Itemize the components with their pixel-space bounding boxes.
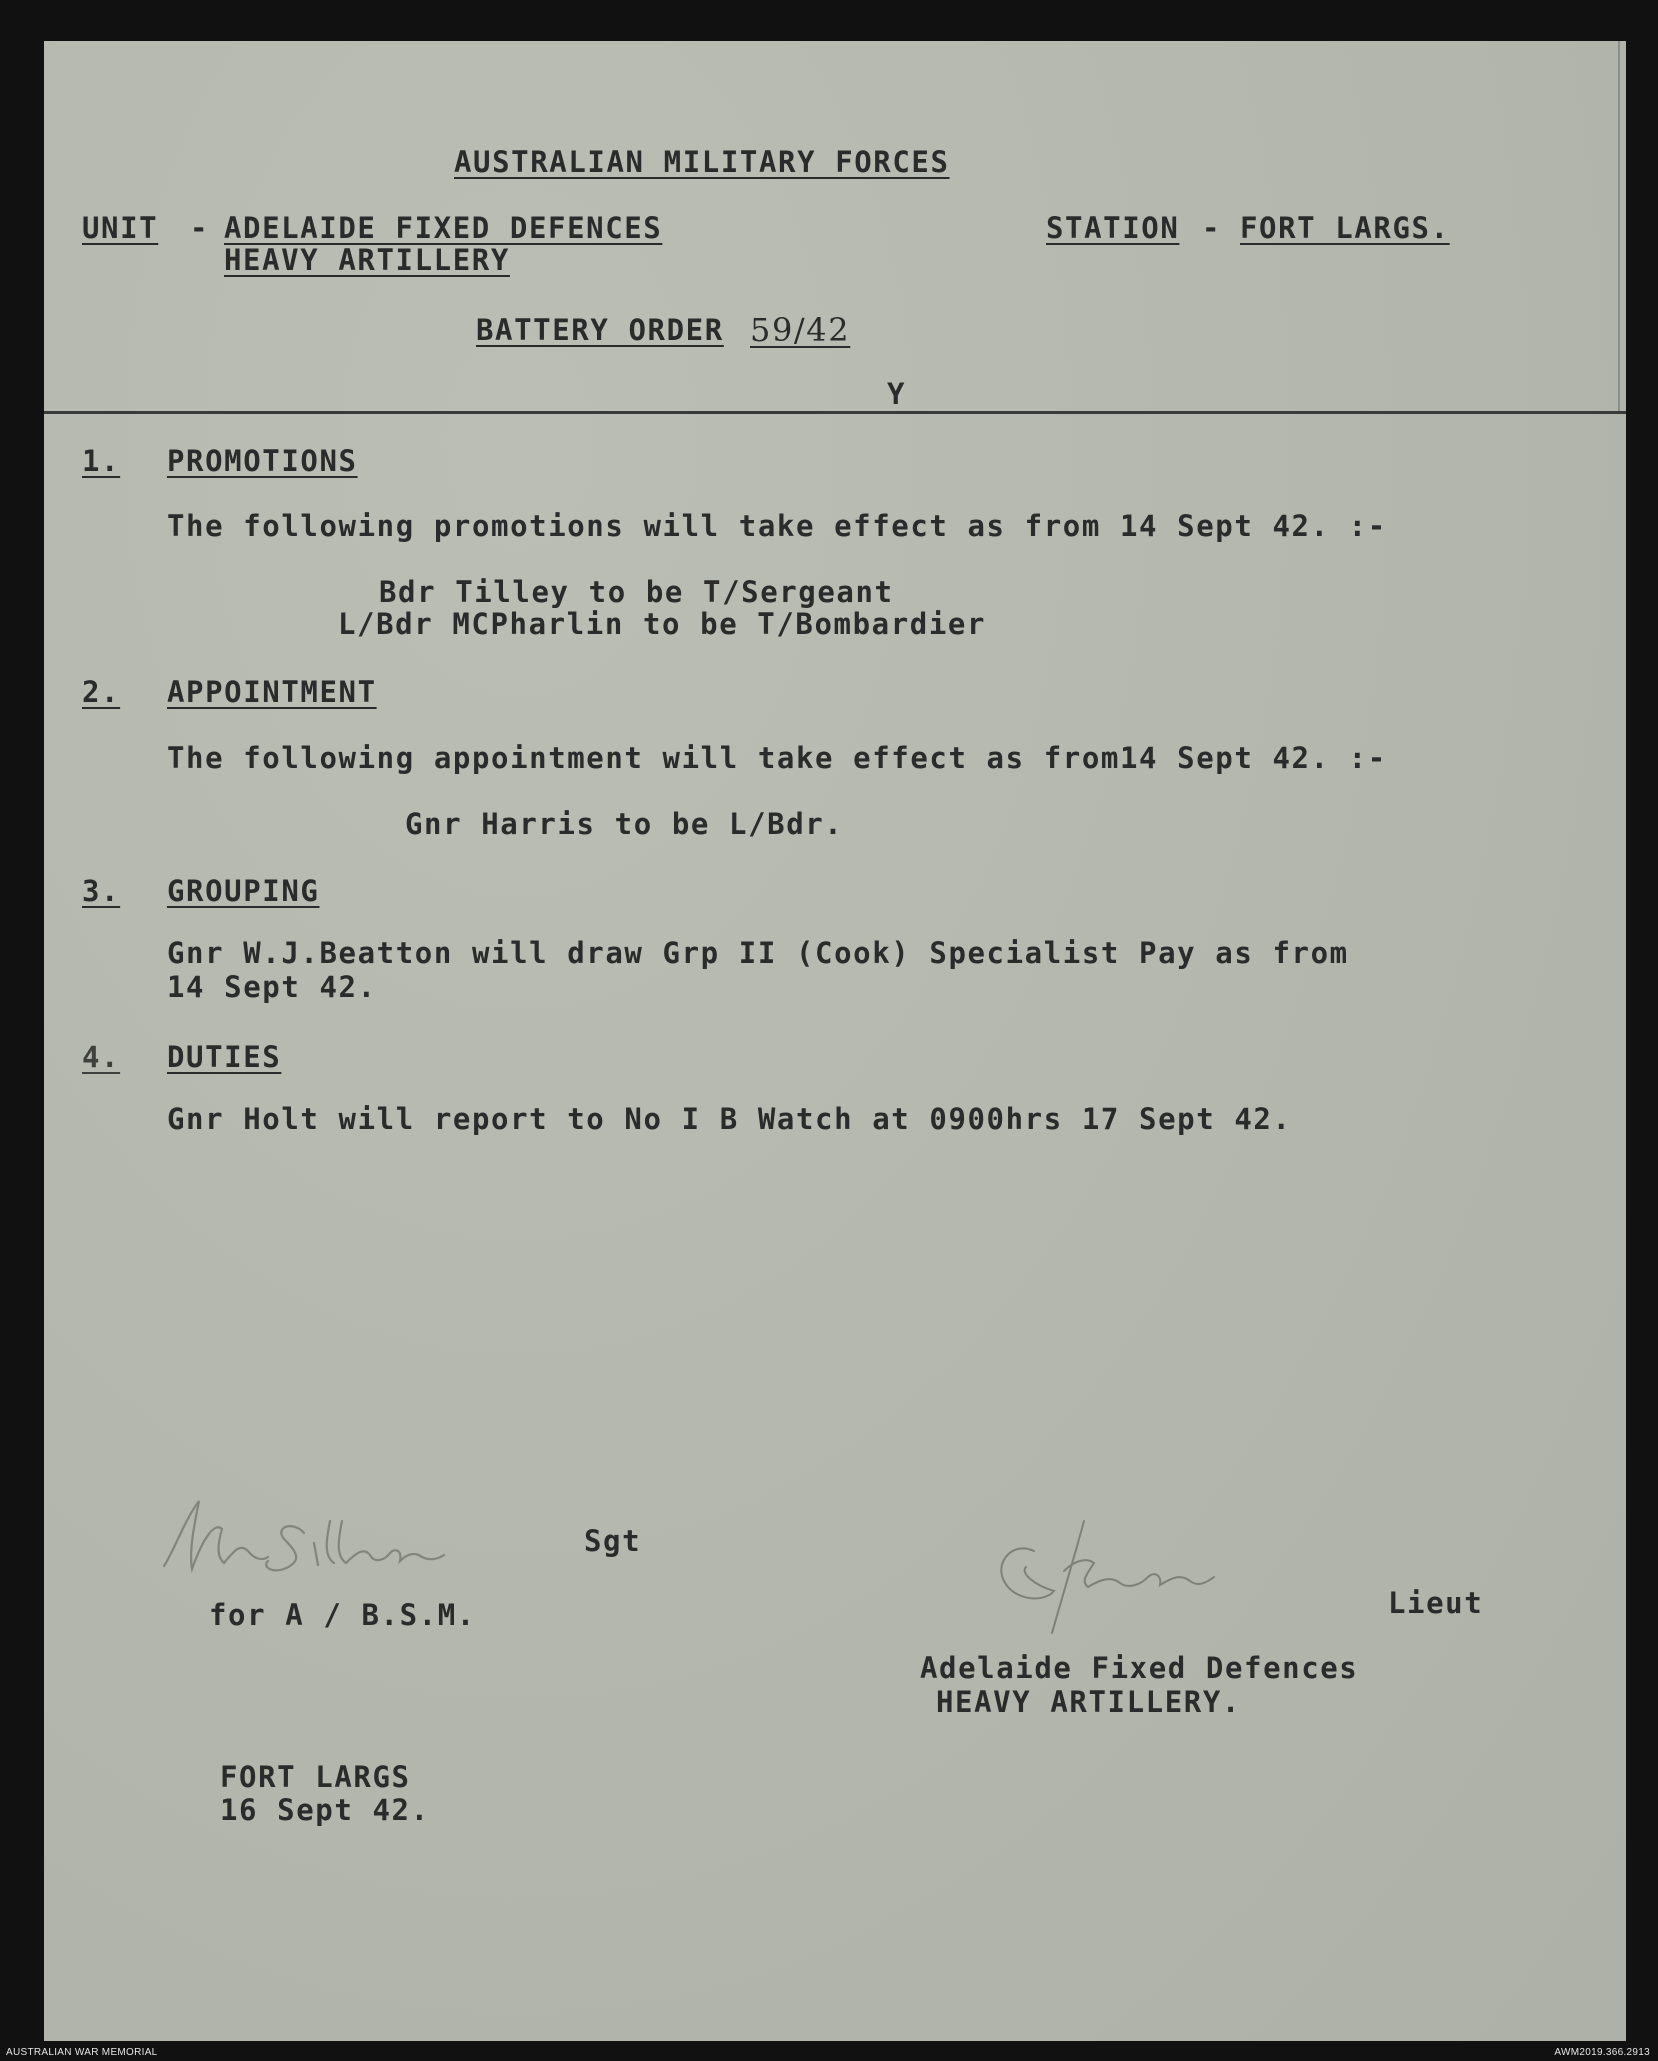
footer-institution: AUSTRALIAN WAR MEMORIAL xyxy=(6,2047,158,2058)
unit-value-line2: HEAVY ARTILLERY xyxy=(224,243,510,277)
unit-label: UNIT xyxy=(82,211,159,245)
right-signature-rank: Lieut xyxy=(1388,1586,1484,1620)
header-divider xyxy=(44,411,1626,414)
station-label: STATION xyxy=(1046,211,1180,245)
right-handwritten-signature xyxy=(964,1511,1284,1641)
section-2-line-1: Gnr Harris to be L/Bdr. xyxy=(405,807,844,841)
right-signature-unit-line2: HEAVY ARTILLERY. xyxy=(936,1685,1241,1719)
order-marker: Y xyxy=(887,377,907,411)
document-page xyxy=(44,41,1626,2041)
section-1-intro: The following promotions will take effect as from 14 Sept 42. :- xyxy=(167,509,1387,543)
section-1-line-1: Bdr Tilley to be T/Sergeant xyxy=(379,575,894,609)
left-signature-title: for A / B.S.M. xyxy=(209,1598,476,1632)
section-3-heading: GROUPING xyxy=(167,874,320,908)
section-4-number: 4. xyxy=(82,1040,121,1074)
section-3-line-1: Gnr W.J.Beatton will draw Grp II (Cook) Specialist Pay as from xyxy=(167,936,1349,970)
battery-order-label: BATTERY ORDER xyxy=(476,313,724,347)
section-1-number: 1. xyxy=(82,444,121,478)
page-edge xyxy=(1618,41,1620,411)
section-2-number: 2. xyxy=(82,675,121,709)
section-4-line-1: Gnr Holt will report to No I B Watch at 0900hrs 17 Sept 42. xyxy=(167,1102,1292,1136)
section-1-heading: PROMOTIONS xyxy=(167,444,358,478)
section-1-line-2: L/Bdr MCPharlin to be T/Bombardier xyxy=(338,607,987,641)
section-3-line-2: 14 Sept 42. xyxy=(167,970,377,1004)
station-dash: - xyxy=(1202,211,1222,245)
station-value: FORT LARGS. xyxy=(1240,211,1450,245)
section-2-heading: APPOINTMENT xyxy=(167,675,377,709)
section-4-heading: DUTIES xyxy=(167,1040,282,1074)
section-3-number: 3. xyxy=(82,874,121,908)
footer-accession-number: AWM2019.366.2913 xyxy=(1554,2047,1650,2058)
document-title: AUSTRALIAN MILITARY FORCES xyxy=(454,145,950,179)
issue-place: FORT LARGS xyxy=(220,1760,411,1794)
left-handwritten-signature xyxy=(144,1481,474,1591)
unit-value: ADELAIDE FIXED DEFENCES xyxy=(224,211,663,245)
section-2-intro: The following appointment will take effect as from14 Sept 42. :- xyxy=(167,741,1387,775)
issue-date: 16 Sept 42. xyxy=(220,1793,430,1827)
left-signature-rank: Sgt xyxy=(584,1524,642,1558)
unit-dash: - xyxy=(190,211,210,245)
right-signature-unit: Adelaide Fixed Defences xyxy=(920,1651,1359,1685)
battery-order-number: 59/42 xyxy=(750,311,851,349)
